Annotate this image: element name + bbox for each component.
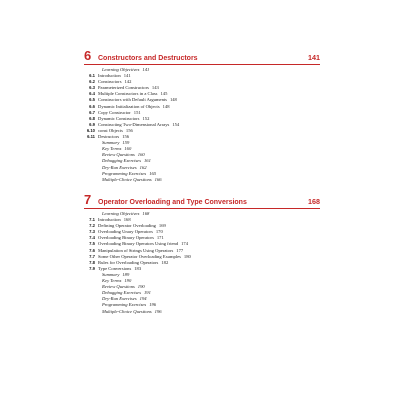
section-number: 6.9 bbox=[89, 121, 95, 127]
section-number: 7.7 bbox=[89, 253, 95, 259]
section-page: 166 bbox=[154, 176, 162, 182]
chapter-7-section bbox=[84, 193, 320, 315]
section-page: 170 bbox=[155, 229, 163, 235]
section-page: 160 bbox=[137, 152, 145, 158]
section-page: 156 bbox=[122, 134, 130, 140]
section-title: Dynamic Constructors bbox=[98, 115, 140, 121]
section-page: 196 bbox=[149, 302, 157, 308]
section-number: 6.5 bbox=[89, 97, 95, 103]
section-number: 7.9 bbox=[89, 265, 95, 271]
section-page: 159 bbox=[122, 140, 130, 146]
section-title: Programming Exercises bbox=[102, 170, 147, 176]
section-title: Programming Exercises bbox=[102, 302, 147, 308]
section-title: Type Conversions bbox=[98, 265, 132, 271]
section-page: 162 bbox=[139, 164, 147, 170]
section-number: 7.4 bbox=[89, 235, 95, 241]
section-page: 168 bbox=[142, 211, 150, 216]
chapter-entries bbox=[84, 211, 320, 315]
section-title: Some Other Operator Overloading Examples bbox=[98, 253, 181, 259]
section-title: Multiple-Choice Questions bbox=[102, 176, 152, 182]
section-page: 182 bbox=[161, 259, 169, 265]
section-title: Summary bbox=[102, 271, 120, 277]
section-page: 190 bbox=[124, 278, 132, 284]
section-page: 148 bbox=[162, 103, 170, 109]
section-page: 142 bbox=[124, 79, 132, 85]
chapter-page: 141 bbox=[308, 53, 320, 62]
chapter-page: 168 bbox=[308, 197, 320, 206]
section-number: 6.10 bbox=[86, 127, 95, 133]
section-number: 7.6 bbox=[89, 247, 95, 253]
section-title: Parameterized Constructors bbox=[98, 85, 149, 91]
section-number: 7.3 bbox=[89, 229, 95, 235]
section-page: 154 bbox=[172, 121, 180, 127]
section-page: 180 bbox=[183, 253, 191, 259]
section-number: 6.7 bbox=[89, 109, 95, 115]
section-number: 6.1 bbox=[89, 73, 95, 79]
section-title: Defining Operator Overloading bbox=[98, 223, 156, 229]
toc-entry bbox=[84, 177, 320, 183]
section-title: Manipulation of Strings Using Operators bbox=[98, 247, 174, 253]
chapter-heading bbox=[84, 49, 320, 65]
section-title: Key Terms bbox=[102, 146, 122, 152]
section-number: 6.4 bbox=[89, 91, 95, 97]
section-title: Learning Objectives bbox=[102, 67, 140, 72]
chapter-entries bbox=[84, 67, 320, 183]
section-title: Key Terms bbox=[102, 278, 122, 284]
section-title: Constructors bbox=[98, 79, 122, 85]
section-number: 7.1 bbox=[89, 217, 95, 223]
section-title: Constructing Two-Dimensional Arrays bbox=[98, 121, 170, 127]
section-number: 6.2 bbox=[89, 79, 95, 85]
section-title: Debugging Exercises bbox=[102, 290, 141, 296]
section-page: 183 bbox=[134, 265, 142, 271]
section-page: 177 bbox=[176, 247, 184, 253]
section-title: Summary bbox=[102, 140, 120, 146]
section-page: 190 bbox=[137, 284, 145, 290]
section-title: Review Questions bbox=[102, 284, 135, 290]
section-page: 141 bbox=[142, 67, 150, 72]
section-page: 168 bbox=[123, 217, 131, 223]
section-title: Constructors with Default Arguments bbox=[98, 97, 167, 103]
section-page: 156 bbox=[125, 127, 133, 133]
section-title: Dry-Run Exercises bbox=[102, 164, 137, 170]
section-page: 160 bbox=[124, 146, 132, 152]
section-page: 151 bbox=[133, 109, 141, 115]
section-page: 141 bbox=[123, 73, 131, 79]
section-title: Copy Constructor bbox=[98, 109, 131, 115]
section-title: Multiple Constructors in a Class bbox=[98, 91, 158, 97]
section-page: 145 bbox=[160, 91, 168, 97]
section-page: 169 bbox=[158, 223, 166, 229]
section-title: Overloading Unary Operators bbox=[98, 229, 153, 235]
section-page: 191 bbox=[144, 290, 151, 296]
section-number: 6.11 bbox=[87, 134, 95, 140]
section-number: 7.5 bbox=[89, 241, 95, 247]
section-title: Debugging Exercises bbox=[102, 158, 141, 164]
chapter-heading bbox=[84, 193, 320, 209]
section-title: Overloading Binary Operators bbox=[98, 235, 154, 241]
section-title: Introduction bbox=[98, 73, 121, 79]
section-page: 194 bbox=[139, 296, 147, 302]
toc-entry bbox=[84, 309, 320, 315]
section-page: 143 bbox=[151, 85, 159, 91]
section-title: Learning Objectives bbox=[102, 211, 140, 216]
chapter-title: Operator Overloading and Type Conversions bbox=[98, 199, 247, 206]
section-page: 161 bbox=[144, 158, 151, 164]
section-title: Destructors bbox=[98, 134, 120, 140]
chapter-title: Constructors and Destructors bbox=[98, 55, 198, 62]
section-page: 196 bbox=[154, 308, 162, 314]
chapter-number: 7 bbox=[84, 192, 92, 207]
section-page: 152 bbox=[142, 115, 150, 121]
section-title: Review Questions bbox=[102, 152, 135, 158]
chapter-number: 6 bbox=[84, 48, 92, 63]
section-title: const Objects bbox=[98, 127, 123, 133]
section-title: Rules for Overloading Operators bbox=[98, 259, 159, 265]
section-title: Dynamic Initialization of Objects bbox=[98, 103, 160, 109]
section-page: 171 bbox=[156, 235, 164, 241]
section-title: Introduction bbox=[98, 217, 121, 223]
section-title: Multiple-Choice Questions bbox=[102, 308, 152, 314]
section-page: 165 bbox=[149, 170, 157, 176]
section-number: 6.8 bbox=[89, 115, 95, 121]
section-number: 6.3 bbox=[89, 85, 95, 91]
section-title: Dry-Run Exercises bbox=[102, 296, 137, 302]
chapter-6-section bbox=[84, 49, 320, 183]
section-number: 7.8 bbox=[89, 259, 95, 265]
section-page: 148 bbox=[169, 97, 177, 103]
section-page: 189 bbox=[122, 271, 130, 277]
section-title: Overloading Binary Operators Using friend bbox=[98, 241, 179, 247]
section-number: 6.6 bbox=[89, 103, 95, 109]
section-page: 174 bbox=[181, 241, 189, 247]
section-number: 7.2 bbox=[89, 223, 95, 229]
